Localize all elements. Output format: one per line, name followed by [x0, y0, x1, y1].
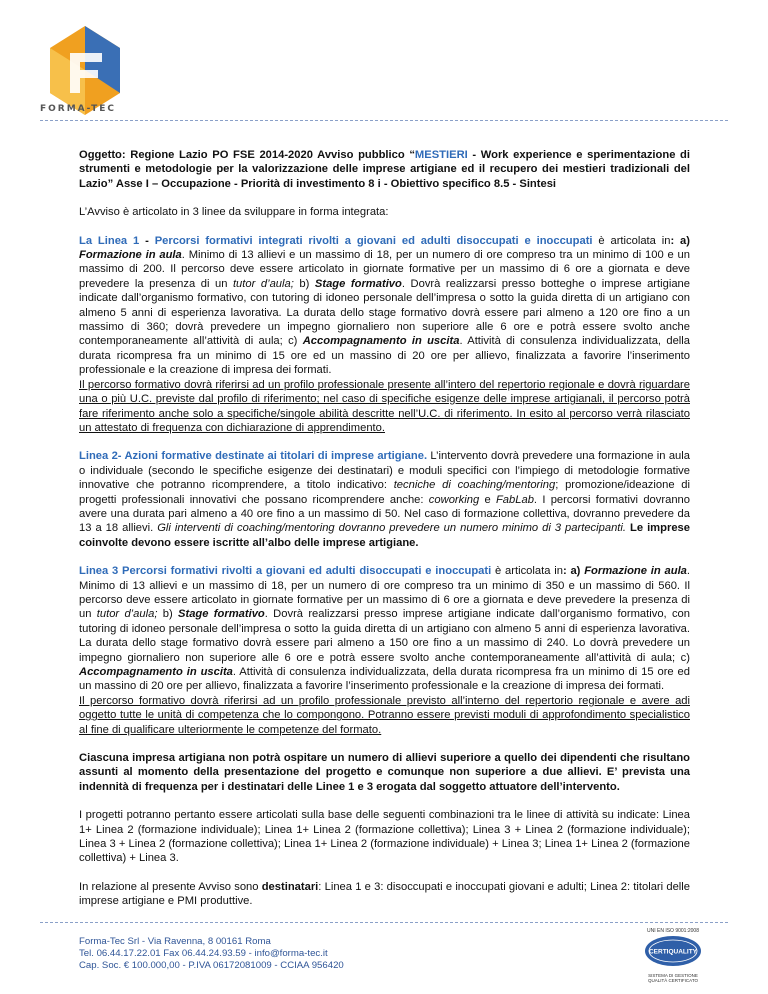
certiquality-logo-icon: [643, 934, 703, 968]
intro-paragraph: L’Avviso è articolato in 3 linee da sviluppare in forma integrata:: [79, 206, 389, 219]
linea2-text: L’intervento dovrà prevedere una formazione in aula o individuale (secondo le specifiche esigenze dei destinatari) e moduli specifici con l’impiego di metodologie formative innovative che potranno ricomprendere, a titolo indicativo:: [79, 450, 690, 492]
linea2-bold: Le imprese coinvolte devono essere iscritte all’albo delle imprese artigiane.: [79, 522, 690, 549]
linea1-text: . Attività di consulenza individualizzata, della durata ricompresa fra un minimo di 15 ore ed un massino di 20 ore per allievo, finalizzata a favorire l’inserimento professionale e la creazione di impresa dei formati.: [79, 335, 690, 377]
footer-company-info: Cap. Soc. € 100.000,00 - P.IVA 06172081009 - CCIAA 956420: [79, 960, 344, 971]
linea3-tutor: tutor d’aula;: [96, 608, 158, 621]
linea3-stage: Stage formativo: [178, 608, 265, 621]
combinations-paragraph: I progetti potranno pertanto essere articolati sulla base delle seguenti combinazioni tra le linee di attività su indicate: Linea 1+ Linea 2 (formazione individuale); Linea 1+ Linea 2 (formazione collettiva); Linea 3 + Linea 2 (formazione individuale); Linea 3 + Linea 2 (formazione collettiva); Linea 1+ Linea 2 (formazione individuale) + Linea 3; Linea 1+ Linea 2 (formazione collettiva) + Linea 3.: [79, 809, 690, 865]
linea1-accompagnamento: Accompagnamento in uscita: [302, 335, 460, 348]
subject-part: - Work experience e sperimentazione di strumenti e metodologie per la valorizzazione delle imprese artigiane ed il recupero dei mestieri tradizionali del Lazio” Asse I – Occupazione - Priorità di investimento 8 i - Obiettivo specifico 8.5 - Sintesi: [79, 149, 690, 190]
linea1-heading: Percorsi formativi integrati rivolti a giovani ed adulti disoccupati e inoccupati: [154, 234, 593, 247]
certiquality-badge: [638, 928, 708, 988]
linea3-text: . Attività di consulenza individualizzata, della durata ricompresa fra un minimo di 15 ore ed un massino di 20 ore per allievo, finalizzata a favorire l’inserimento professionale e la creazione di impresa dei formati.: [79, 666, 690, 693]
linea2-text: . I percorsi formativi dovranno avere una durata pari almeno a 40 ore fino a un massimo di 50. Nel caso di formazione collettiva, dovranno prevedere da 13 a 18 allievi.: [79, 493, 690, 535]
cert-standard: UNI EN ISO 9001:2008: [647, 928, 699, 934]
linea1-title: La Linea 1: [79, 234, 140, 247]
linea1-text: . Minimo di 13 allievi e un massimo di 18, per un numero di ore compreso tra un minimo di 100 e un massimo di 200. Il percorso deve essere articolato in giornate formative per un massimo di 6 ore a giornata e deve prevedere la presenza di un: [79, 249, 690, 290]
linea1-tutor: tutor d’aula;: [232, 277, 294, 290]
linea2-heading: Linea 2- Azioni formative destinate ai titolari di imprese artigiane.: [79, 450, 428, 463]
footer: [79, 936, 344, 972]
linea3-accompagnamento: Accompagnamento in uscita: [79, 666, 233, 678]
linea3-text: . Dovrà realizzarsi presso imprese artigiane indicate dall’organismo formativo, con tutoring di idoneo personale dell’impresa o sotto la guida diretta di un artigiano con almeno 5 anni di esperienza lavorativa. La durata dello stage formativo dovrà essere pari almeno a 150 ore fino a un massimo di 240. Lo dovrà prevedere un impegno giornaliero non superiore alle 6 ore e potrà essere svolto anche contemporaneamente all’attività di aula; c): [79, 608, 690, 664]
footer-contacts: Tel. 06.44.17.22.01 Fax 06.44.24.93.59 - info@forma-tec.it: [79, 948, 328, 959]
linea3-aula: Formazione in aula: [584, 565, 687, 578]
subject-paragraph: [79, 148, 690, 191]
linea1-aula: Formazione in aula: [79, 249, 182, 262]
linea3-text: b): [157, 608, 179, 621]
linea1-stage: Stage formativo: [314, 277, 402, 290]
forma-tec-logo: [40, 18, 130, 118]
linea3-text: : a): [562, 565, 585, 578]
linea3-text: è articolata in: [491, 565, 563, 578]
subject-part: Oggetto: Regione Lazio PO FSE 2014-2020 Avviso pubblico “: [79, 149, 415, 161]
linea1-sep: -: [139, 234, 155, 247]
destinatari-bold: destinatari: [261, 880, 319, 893]
destinatari-paragraph: [79, 880, 690, 909]
cert-line: SISTEMA DI GESTIONE: [648, 973, 698, 978]
linea2-text: ; promozione/ideazione di progetti professionali innovativi che possano ricomprendere anche:: [79, 479, 690, 506]
destinatari-text: In relazione al presente Avviso sono: [79, 880, 262, 893]
header-divider: [40, 120, 728, 121]
linea2-paragraph: [79, 449, 690, 550]
document-body: [79, 148, 690, 923]
cert-brand: CERTIQUALITY: [648, 948, 698, 956]
linea1-text: . Dovrà realizzarsi presso botteghe o imprese artigiane indicate dall’organismo formativo, con tutoring di idoneo personale dell’impresa o sotto la guida diretta di un artigiano con almeno 5 anni di esperienza lavorativa. La durata dello stage formativo dovrà essere pari almeno a 120 ore fino a un massimo di 360; dovrà prevedere un impegno giornaliero non superiore alle 6 ore e potrà essere svolto anche contemporaneamente all’attività di aula; c): [79, 277, 690, 348]
subject-mestieri: MESTIERI: [414, 149, 468, 161]
linea2-italic: Gli interventi di coaching/mentoring dovranno prevedere un numero minimo di 3 partecipanti.: [157, 522, 627, 535]
logo-text: FORMA-TEC: [40, 104, 116, 114]
linea3-paragraph: [79, 564, 690, 737]
linea2-coaching: tecniche di coaching/mentoring: [393, 479, 556, 492]
linea1-text: : a): [670, 234, 690, 247]
linea3-text: . Minimo di 13 allievi e un massimo di 18, per un numero di ore compreso tra un minimo di 350 e un massimo di 560. Il percorso deve essere articolato in giornate formative per un massimo di 6 ore a giornata e deve prevedere la presenza di un: [79, 565, 691, 621]
linea2-text: e: [479, 493, 496, 506]
destinatari-text: : Linea 1 e 3: disoccupati e inoccupati giovani e adulti; Linea 2: titolari delle imprese artigiane e PMI produttive.: [79, 880, 690, 908]
allievi-paragraph: Ciascuna impresa artigiana non potrà ospitare un numero di allievi superiore a quello dei dipendenti che risultano assunti al momento della presentazione del progetto e comunque non superiore a due allievi. E’ prevista una indennità di frequenza per i destinatari delle Linee 1 e 3 erogata dal soggetto attuatore dell’intervento.: [79, 752, 690, 793]
cert-line: QUALITÀ CERTIFICATO: [647, 978, 698, 983]
linea1-paragraph: [79, 234, 690, 436]
footer-address: Forma-Tec Srl - Via Ravenna, 8 00161 Roma: [79, 936, 271, 947]
linea1-text: è articolata in: [592, 234, 671, 247]
footer-divider: [40, 922, 728, 923]
linea2-fablab: FabLab: [495, 493, 534, 506]
linea2-coworking: coworking: [428, 493, 480, 506]
linea3-heading: Linea 3 Percorsi formativi rivolti a giovani ed adulti disoccupati e inoccupati: [79, 565, 492, 578]
linea1-underlined: Il percorso formativo dovrà riferirsi ad un profilo professionale presente all’intero del repertorio regionale e dovrà riguardare una o più U.C. previste dal profilo di riferimento; nel caso di specifiche esigenze delle imprese artigianali, il percorso potrà fare riferimento anche solo a specifiche/singole abilità descritte nell’U.C. di riferimento. In esito al percorso verrà rilasciato un attestato di frequenza con dichiarazione di apprendimento.: [79, 378, 690, 434]
linea3-underlined: Il percorso formativo dovrà riferirsi ad un profilo professionale previsto all’interno del repertorio regionale e avere adi oggetto tutte le unità di competenza che lo compongono. Potranno essere previsti moduli di approfondimento specialistico al fine di qualificare ulteriormente le competenze del formato.: [79, 694, 690, 736]
linea1-text: b): [293, 277, 315, 290]
